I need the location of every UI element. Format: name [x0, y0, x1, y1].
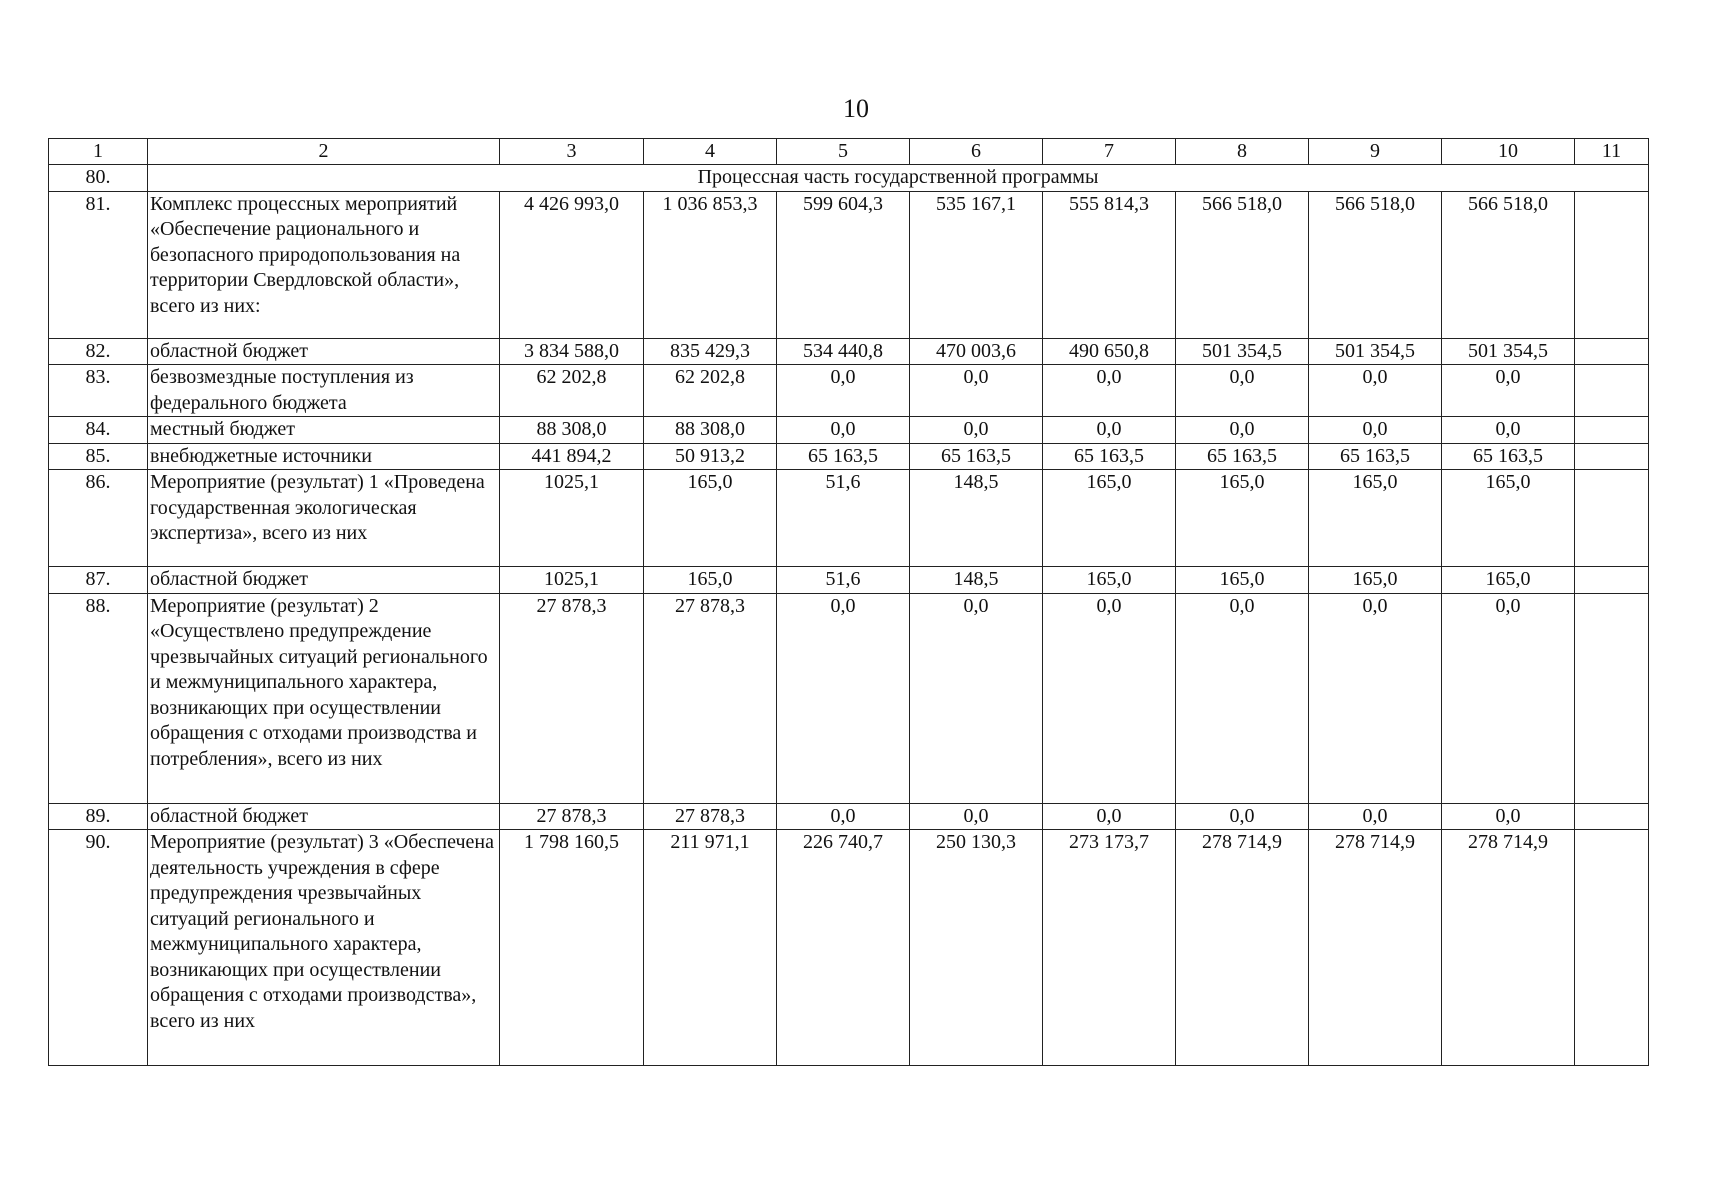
column-number-cell: 8 [1176, 139, 1309, 165]
value-cell: 165,0 [1043, 470, 1176, 567]
row-name: безвозмездные поступления из федерального бюджета [148, 365, 500, 417]
value-cell: 165,0 [644, 567, 777, 594]
value-cell: 278 714,9 [1176, 830, 1309, 1066]
value-cell: 165,0 [1309, 470, 1442, 567]
value-cell: 88 308,0 [500, 417, 644, 444]
row-number: 80. [49, 165, 148, 192]
section-title: Процессная часть государственной программы [148, 165, 1649, 192]
value-cell: 535 167,1 [910, 191, 1043, 338]
value-cell: 501 354,5 [1309, 338, 1442, 365]
value-cell: 0,0 [1176, 593, 1309, 803]
value-cell: 148,5 [910, 470, 1043, 567]
value-cell: 65 163,5 [1176, 443, 1309, 470]
value-cell: 27 878,3 [500, 593, 644, 803]
value-cell: 0,0 [910, 417, 1043, 444]
value-cell: 0,0 [1442, 803, 1575, 830]
value-cell: 0,0 [777, 803, 910, 830]
value-cell: 1025,1 [500, 470, 644, 567]
value-cell: 65 163,5 [910, 443, 1043, 470]
value-cell: 65 163,5 [1442, 443, 1575, 470]
table-row [49, 567, 1649, 594]
row-number: 88. [49, 593, 148, 803]
column-number-cell: 9 [1309, 139, 1442, 165]
table-row [49, 830, 1649, 1066]
value-cell: 599 604,3 [777, 191, 910, 338]
row-name: областной бюджет [148, 803, 500, 830]
value-cell: 165,0 [1309, 567, 1442, 594]
column-number-cell: 6 [910, 139, 1043, 165]
value-cell: 88 308,0 [644, 417, 777, 444]
value-cell: 50 913,2 [644, 443, 777, 470]
value-cell: 0,0 [1442, 365, 1575, 417]
row-number: 87. [49, 567, 148, 594]
value-cell: 250 130,3 [910, 830, 1043, 1066]
value-cell: 555 814,3 [1043, 191, 1176, 338]
value-cell: 148,5 [910, 567, 1043, 594]
value-cell: 211 971,1 [644, 830, 777, 1066]
value-cell: 0,0 [1176, 365, 1309, 417]
value-cell [1575, 417, 1649, 444]
value-cell: 27 878,3 [644, 593, 777, 803]
value-cell [1575, 593, 1649, 803]
value-cell: 65 163,5 [777, 443, 910, 470]
table-row [49, 365, 1649, 417]
value-cell: 27 878,3 [644, 803, 777, 830]
table-row [49, 443, 1649, 470]
value-cell: 0,0 [910, 365, 1043, 417]
value-cell: 62 202,8 [500, 365, 644, 417]
page-number: 10 [843, 94, 869, 123]
column-number-cell: 7 [1043, 139, 1176, 165]
value-cell: 165,0 [1176, 470, 1309, 567]
value-cell: 1 036 853,3 [644, 191, 777, 338]
value-cell: 0,0 [777, 417, 910, 444]
value-cell [1575, 470, 1649, 567]
row-number: 84. [49, 417, 148, 444]
value-cell: 4 426 993,0 [500, 191, 644, 338]
table-row [49, 470, 1649, 567]
value-cell [1575, 443, 1649, 470]
value-cell: 0,0 [1176, 417, 1309, 444]
column-number-cell: 5 [777, 139, 910, 165]
column-number-cell: 10 [1442, 139, 1575, 165]
row-number: 81. [49, 191, 148, 338]
value-cell: 0,0 [1442, 593, 1575, 803]
table-row [49, 191, 1649, 338]
value-cell: 0,0 [1043, 593, 1176, 803]
row-number: 85. [49, 443, 148, 470]
value-cell: 165,0 [1043, 567, 1176, 594]
value-cell: 273 173,7 [1043, 830, 1176, 1066]
value-cell: 534 440,8 [777, 338, 910, 365]
value-cell: 0,0 [910, 593, 1043, 803]
row-name: Комплекс процессных мероприятий «Обеспечение рационального и безопасного природопользования на территории Свердловской области», всего из них: [148, 191, 500, 338]
table-body [49, 139, 1649, 1066]
value-cell: 165,0 [644, 470, 777, 567]
value-cell: 278 714,9 [1442, 830, 1575, 1066]
value-cell: 0,0 [777, 593, 910, 803]
value-cell: 0,0 [1309, 365, 1442, 417]
value-cell [1575, 830, 1649, 1066]
value-cell: 1 798 160,5 [500, 830, 644, 1066]
value-cell: 501 354,5 [1442, 338, 1575, 365]
value-cell: 441 894,2 [500, 443, 644, 470]
value-cell: 566 518,0 [1176, 191, 1309, 338]
value-cell: 165,0 [1442, 470, 1575, 567]
row-name: Мероприятие (результат) 2 «Осуществлено предупреждение чрезвычайных ситуаций регионального и межмуниципального характера, возникающих при осуществлении обращения с отходами производства и потребления», всего из них [148, 593, 500, 803]
value-cell [1575, 803, 1649, 830]
value-cell: 0,0 [1309, 417, 1442, 444]
column-number-cell: 4 [644, 139, 777, 165]
row-number: 89. [49, 803, 148, 830]
value-cell: 278 714,9 [1309, 830, 1442, 1066]
value-cell: 0,0 [1309, 803, 1442, 830]
section-row [49, 165, 1649, 192]
row-number: 86. [49, 470, 148, 567]
row-name: Мероприятие (результат) 1 «Проведена государственная экологическая экспертиза», всего из них [148, 470, 500, 567]
value-cell: 0,0 [1309, 593, 1442, 803]
value-cell: 65 163,5 [1309, 443, 1442, 470]
table-row [49, 803, 1649, 830]
value-cell: 0,0 [1442, 417, 1575, 444]
value-cell: 0,0 [777, 365, 910, 417]
value-cell: 62 202,8 [644, 365, 777, 417]
value-cell [1575, 191, 1649, 338]
value-cell: 51,6 [777, 567, 910, 594]
table-row [49, 593, 1649, 803]
value-cell: 0,0 [1176, 803, 1309, 830]
value-cell: 0,0 [1043, 417, 1176, 444]
value-cell: 51,6 [777, 470, 910, 567]
value-cell: 65 163,5 [1043, 443, 1176, 470]
value-cell: 835 429,3 [644, 338, 777, 365]
value-cell: 566 518,0 [1309, 191, 1442, 338]
value-cell: 165,0 [1176, 567, 1309, 594]
value-cell: 27 878,3 [500, 803, 644, 830]
value-cell [1575, 365, 1649, 417]
value-cell: 0,0 [910, 803, 1043, 830]
value-cell: 0,0 [1043, 803, 1176, 830]
value-cell: 470 003,6 [910, 338, 1043, 365]
row-name: областной бюджет [148, 338, 500, 365]
value-cell: 165,0 [1442, 567, 1575, 594]
column-number-cell: 2 [148, 139, 500, 165]
row-number: 82. [49, 338, 148, 365]
column-number-row [49, 139, 1649, 165]
value-cell [1575, 338, 1649, 365]
value-cell: 501 354,5 [1176, 338, 1309, 365]
value-cell: 3 834 588,0 [500, 338, 644, 365]
column-number-cell: 11 [1575, 139, 1649, 165]
row-number: 83. [49, 365, 148, 417]
value-cell: 226 740,7 [777, 830, 910, 1066]
value-cell: 0,0 [1043, 365, 1176, 417]
table-row [49, 417, 1649, 444]
column-number-cell: 1 [49, 139, 148, 165]
row-name: Мероприятие (результат) 3 «Обеспечена деятельность учреждения в сфере предупреждения чрезвычайных ситуаций регионального и межмуниципального характера, возникающих при осуществлении обращения с отходами производства», всего из них [148, 830, 500, 1066]
table-row [49, 338, 1649, 365]
budget-table [48, 138, 1649, 1066]
value-cell [1575, 567, 1649, 594]
column-number-cell: 3 [500, 139, 644, 165]
row-number: 90. [49, 830, 148, 1066]
row-name: внебюджетные источники [148, 443, 500, 470]
value-cell: 566 518,0 [1442, 191, 1575, 338]
value-cell: 1025,1 [500, 567, 644, 594]
row-name: местный бюджет [148, 417, 500, 444]
value-cell: 490 650,8 [1043, 338, 1176, 365]
row-name: областной бюджет [148, 567, 500, 594]
